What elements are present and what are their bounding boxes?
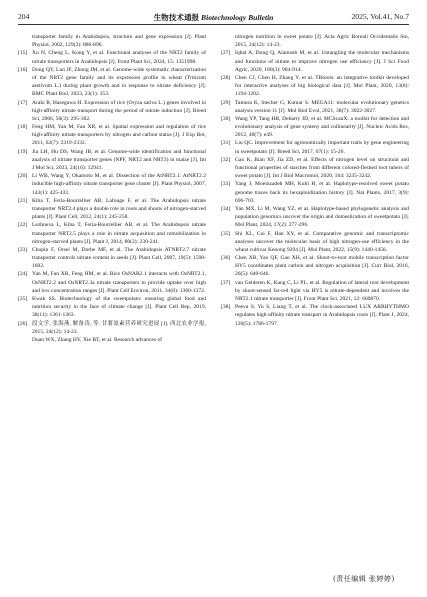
editor-signature: (责任编辑 张婷婷) <box>333 575 395 583</box>
reference-text: Kiba T, Feria-Bourrellier AB, Lafouge F, et al. The Arabidopsis nitrate transporter NRT2.4 plays a double role in roots and shoots of nitrogen-starved plants [J]. Plant Cell, 2012, 24(1): 245-258. <box>32 197 206 221</box>
reference-item <box>221 254 409 279</box>
reference-item <box>221 33 409 49</box>
reference-number: [24] <box>18 271 28 278</box>
reference-text: Iqbal A, Dong Q, Alamzeb M, et al. Untangling the molecular mechanisms and functions of nitrate to improve nitrogen use efficiency [J]. J Sci Food Agric, 2020, 100(3): 904-914. <box>235 50 409 73</box>
reference-text: Shi XL, Cui F, Han XY, et al. Comparative genomic and transcriptomic analyses uncover the molecular basis of high nitrogen-use efficiency in the wheat cultivar Kenong 9204 [J]. Mol Plant, 2022, 15(9): 1440-1456. <box>235 230 409 253</box>
reference-number: [23] <box>18 246 28 253</box>
reference-item <box>221 99 409 115</box>
reference-text: Tamura K, Stecher G, Kumar S. MEGA11: molecular evolutionary genetics analysis version 11 [J]. Mol Biol Evol, 2021, 38(7): 3022-3027. <box>235 99 409 114</box>
reference-number: [33] <box>221 181 231 188</box>
reference-item <box>18 270 206 295</box>
reference-number: [19] <box>18 148 28 155</box>
reference-number: [21] <box>18 197 28 204</box>
reference-item <box>221 205 409 230</box>
reference-text: Wang YP, Tang HB, Debarry JD, et al. MCScanX: a toolkit for detection and evolutionary analysis of gene synteny and collinearity [J]. Nucleic Acids Res, 2012, 40(7): e49. <box>235 115 409 139</box>
reference-text: Kwak SS. Biotechnology of the sweetpotato: ensuring global food and nutrition security in the face of climate change [J]. Plant Cell Rep, 2019, 38(11): 1361-1363. <box>32 296 206 319</box>
journal-title-cn: 生物技术通报 <box>153 13 200 22</box>
page-header <box>18 12 409 24</box>
reference-text: Chopin F, Orsel M, Dorbe MF, et al. The Arabidopsis ATNRT2.7 nitrate transporter controls nitrate content in seeds [J]. Plant Cell, 2007, 19(5): 1590-1602. <box>32 246 206 270</box>
reference-item <box>18 66 206 99</box>
reference-item <box>221 139 409 155</box>
reference-item <box>221 156 409 181</box>
reference-item <box>221 230 409 255</box>
reference-number: [15] <box>18 50 28 57</box>
reference-item <box>18 336 206 344</box>
reference-text: Gao K, Bian XF, Jia ZD, et al. Effects of nitrogen level on structural and functional properties of starches from different colored-fleshed root tubers of sweet potato [J]. Int J Biol Macromol, 2020, 164: 3235-3242. <box>235 156 409 180</box>
reference-item <box>18 246 206 271</box>
reference-item <box>221 279 409 304</box>
journal-title-en: Biotechnology Bulletin <box>201 13 274 22</box>
reference-text: 段文学, 张海燕, 解备涛, 等. 甘薯氮素营养研究进展 [J]. 西北农业学报, 2015, 24(12): 14-23. <box>32 320 206 335</box>
reference-text: Yan MX, Li M, Wang YZ, et al. Haplotype-based phylogenetic analysis and population genomics uncover the origin and domestication of sweetpotato [J]. Mol Plant, 2024, 17(2): 277-296. <box>235 205 409 229</box>
reference-text: Duan WX, Zhang HY, Xie BT, et al. Research advances of <box>32 336 163 343</box>
reference-number: [30] <box>221 115 231 122</box>
reference-item <box>18 320 206 336</box>
references-left-column <box>18 33 206 344</box>
reference-text: Yang J, Moeinzadeh MH, Kuhl H, et al. Haplotype-resolved sweet potato genome traces back its hexaploidization history [J]. Nat Plants, 2017, 3(9): 696-703. <box>235 181 409 204</box>
reference-item <box>221 303 409 328</box>
reference-number: [35] <box>221 230 231 237</box>
reference-number: [28] <box>221 74 231 81</box>
reference-item <box>18 197 206 222</box>
reference-number: [38] <box>221 304 231 311</box>
reference-number: [26] <box>18 320 28 327</box>
reference-text: nitrogen nutrition in sweet potato [J]. Acta Agric Boreali Occidentalis Sin, 2015, 24(12): 14-23. <box>235 34 409 49</box>
header-rule <box>18 24 409 25</box>
reference-text: transporter family in Arabidopsis, structure and gene expression [J]. Plant Physiol, 2002, 129(2): 886-896. <box>32 34 206 49</box>
reference-text: van Gelderen K, Kang C, Li PL, et al. Regulation of lateral root development by shoot-sensed far-red light via HY5 is nitrate-dependent and involves the NRT2.1 nitrate transporter [J]. Front Plant Sci, 2021, 12: 660870. <box>235 279 409 302</box>
reference-number: [32] <box>221 156 231 163</box>
reference-item <box>18 148 206 173</box>
references-right-column <box>221 33 409 328</box>
issue-info: 2025, Vol.41, No.7 <box>351 12 409 21</box>
reference-text: Peeva S, Yu S, Liang T, et al. The clock-associated LUX ARRHYTHMO regulates high-affinity nitrate transport in Arabidopsis roots [J]. Plant J, 2024, 120(5): 1786-1797. <box>235 304 409 327</box>
reference-text: Chen CJ, Chen H, Zhang Y, et al. TBtools: an integrative toolkit developed for interactive analyses of big biological data [J]. Mol Plant, 2020, 13(8): 1194-1202. <box>235 74 409 98</box>
reference-text: Jia LH, Hu DS, Wang JB, et al. Genome-wide identification and functional analysis of nitrate transporter genes (NPF, NRT2 and NRT3) in maize [J]. Int J Mol Sci, 2023, 24(16): 12941. <box>32 148 206 171</box>
reference-number: [25] <box>18 296 28 302</box>
reference-item <box>221 180 409 205</box>
reference-text: Lezhneva L, Kiba T, Feria-Bourrellier AB, et al. The Arabidopsis nitrate transporter NRT2.5 plays a role in nitrate acquisition and remobilization in nitrogen-starved plants [J]. Plant J, 2014, 80(2): 230-241. <box>32 222 206 245</box>
reference-number: [34] <box>221 205 231 212</box>
reference-number: [31] <box>221 140 231 147</box>
reference-number: [22] <box>18 222 28 229</box>
reference-item <box>18 49 206 65</box>
reference-text: Liu QC. Improvement for agronomically important traits by gene engineering in sweetpotato [J]. Breed Sci, 2017, 67(1): 15-26. <box>235 140 409 155</box>
reference-number: [16] <box>18 66 28 73</box>
reference-item <box>221 74 409 99</box>
reference-text: Araki R, Hasegawa H. Expression of rice (Oryza sativa L.) genes involved in high-affinity nitrate transport during the period of nitrate induction [J]. Breed Sci, 2006, 56(3): 295-302. <box>32 99 206 122</box>
reference-item <box>18 295 206 320</box>
reference-number: [17] <box>18 99 28 106</box>
reference-number: [20] <box>18 173 28 180</box>
journal-title <box>18 12 409 23</box>
page-number: 204 <box>18 12 30 21</box>
reference-number: [27] <box>221 50 231 57</box>
reference-item <box>18 99 206 124</box>
reference-item <box>18 33 206 49</box>
reference-text: Feng HM, Yan M, Fan XR, et al. Spatial expression and regulation of rice high-affinity nitrate transporters by nitrogen and carbon status [J]. J Exp Bot, 2011, 62(7): 2319-2332. <box>32 124 206 147</box>
reference-item <box>18 221 206 246</box>
reference-item <box>221 115 409 140</box>
reference-text: Yan M, Fan XR, Feng HM, et al. Rice OsNAR2.1 interacts with OsNRT2.1, OsNRT2.2 and OsNRT2.3a nitrate transporters to provide uptake over high and low concentration ranges [J]. Plant Cell Environ, 2011, 34(8): 1360-1372. <box>32 271 206 294</box>
reference-text: Xu N, Cheng L, Kong Y, et al. Functional analyses of the NRT2 family of nitrate transporters in Arabidopsis [J]. Front Plant Sci, 2024, 15: 1351998. <box>32 50 206 65</box>
reference-item <box>18 123 206 148</box>
reference-item <box>18 172 206 197</box>
reference-number: [37] <box>221 279 231 286</box>
reference-text: Li WB, Wang Y, Okamoto M, et al. Dissection of the AtNRT2.1: AtNRT2.2 inducible high-affinity nitrate transporter gene cluster [J]. Plant Physiol, 2007, 143(1): 425-433. <box>32 173 206 196</box>
reference-text: Dong QY, Luo JF, Zhong JM, et al. Genome-wide systematic characterization of the NRT2 gene family and its expression profile in wheat (Triticum aestivum L.) during plant growth and in response to nitrate deficiency [J]. BMC Plant Biol, 2023, 23(1): 353. <box>32 66 206 98</box>
reference-item <box>221 49 409 74</box>
reference-number: [36] <box>221 255 231 262</box>
reference-number: [18] <box>18 124 28 131</box>
reference-text: Chen XB, Yao QF, Gao XH, et al. Shoot-to-root mobile transcription factor HY5 coordinates plant carbon and nitrogen acquisition [J]. Curr Biol, 2016, 26(5): 640-646. <box>235 255 409 278</box>
reference-number: [29] <box>221 99 231 106</box>
